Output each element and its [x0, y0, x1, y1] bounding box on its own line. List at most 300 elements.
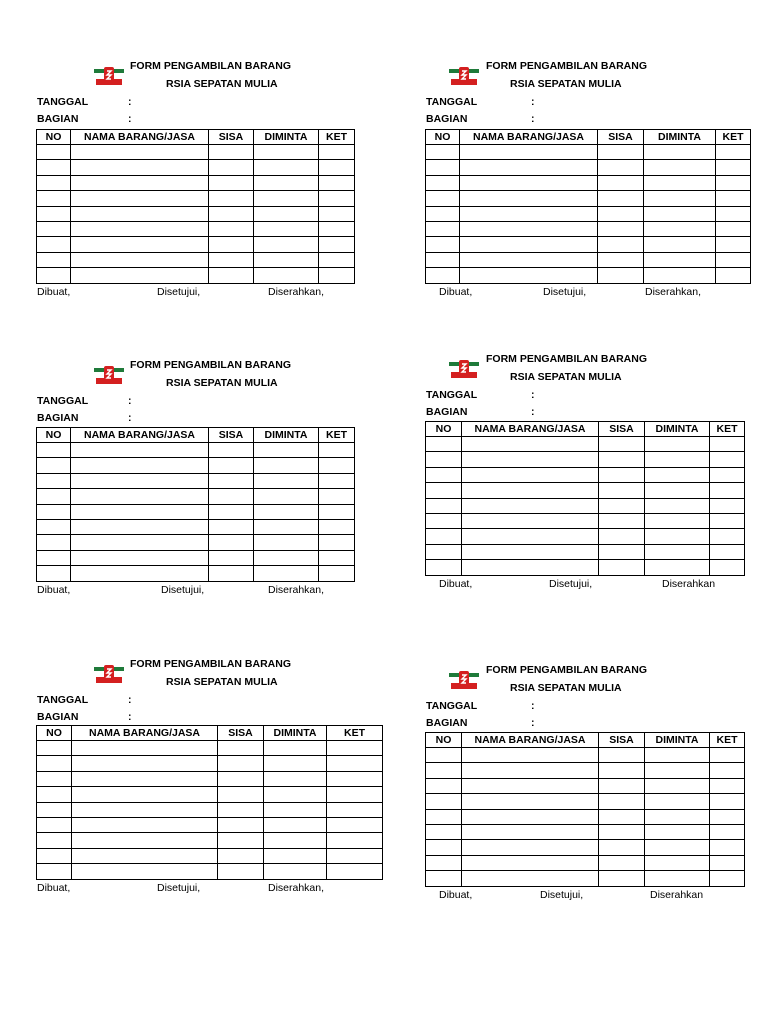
- table-cell[interactable]: [37, 237, 71, 252]
- signature-dibuat: Dibuat,: [37, 584, 71, 596]
- table-cell[interactable]: [319, 237, 355, 252]
- table-cell[interactable]: [599, 855, 645, 870]
- table-cell[interactable]: [254, 252, 319, 267]
- table-cell[interactable]: [37, 504, 71, 519]
- column-header: KET: [327, 726, 383, 741]
- table-cell[interactable]: [644, 268, 716, 283]
- table-cell[interactable]: [209, 489, 254, 504]
- table-cell[interactable]: [209, 566, 254, 581]
- table-cell[interactable]: [72, 771, 218, 786]
- table-cell[interactable]: [37, 787, 72, 802]
- table-cell[interactable]: [426, 529, 462, 544]
- table-cell[interactable]: [462, 529, 599, 544]
- table-cell[interactable]: [71, 191, 209, 206]
- table-cell[interactable]: [460, 191, 598, 206]
- table-cell[interactable]: [218, 787, 264, 802]
- table-cell[interactable]: [71, 519, 209, 534]
- table-cell[interactable]: [644, 175, 716, 190]
- table-cell[interactable]: [598, 237, 644, 252]
- table-cell[interactable]: [426, 191, 460, 206]
- table-cell[interactable]: [644, 206, 716, 221]
- table-cell[interactable]: [598, 252, 644, 267]
- table-cell[interactable]: [599, 467, 645, 482]
- table-cell[interactable]: [644, 237, 716, 252]
- table-cell[interactable]: [460, 175, 598, 190]
- table-row: [37, 833, 383, 848]
- table-row: [426, 824, 745, 839]
- table-cell[interactable]: [254, 473, 319, 488]
- table-cell[interactable]: [264, 756, 327, 771]
- table-cell[interactable]: [645, 855, 710, 870]
- table-cell[interactable]: [710, 560, 745, 575]
- table-cell[interactable]: [254, 175, 319, 190]
- table-cell[interactable]: [462, 778, 599, 793]
- table-cell[interactable]: [254, 566, 319, 581]
- tanggal-field[interactable]: :: [128, 694, 132, 706]
- table-cell[interactable]: [71, 268, 209, 283]
- table-row: [426, 268, 751, 283]
- table-cell[interactable]: [209, 160, 254, 175]
- table-cell[interactable]: [710, 778, 745, 793]
- table-cell[interactable]: [319, 221, 355, 236]
- table-cell[interactable]: [37, 756, 72, 771]
- table-cell[interactable]: [426, 809, 462, 824]
- table-cell[interactable]: [209, 175, 254, 190]
- table-cell[interactable]: [426, 840, 462, 855]
- table-cell[interactable]: [645, 452, 710, 467]
- table-cell[interactable]: [327, 864, 383, 879]
- table-cell[interactable]: [37, 771, 72, 786]
- table-cell[interactable]: [327, 848, 383, 863]
- table-cell[interactable]: [209, 145, 254, 160]
- table-cell[interactable]: [327, 802, 383, 817]
- table-cell[interactable]: [37, 864, 72, 879]
- table-cell[interactable]: [599, 560, 645, 575]
- table-cell[interactable]: [71, 206, 209, 221]
- table-cell[interactable]: [710, 498, 745, 513]
- table-cell[interactable]: [71, 145, 209, 160]
- tanggal-field[interactable]: :: [531, 700, 535, 712]
- table-cell[interactable]: [209, 443, 254, 458]
- table-cell[interactable]: [254, 145, 319, 160]
- table-cell[interactable]: [327, 817, 383, 832]
- table-cell[interactable]: [599, 513, 645, 528]
- table-cell[interactable]: [644, 252, 716, 267]
- table-cell[interactable]: [460, 160, 598, 175]
- table-cell[interactable]: [319, 443, 355, 458]
- table-cell[interactable]: [426, 748, 462, 763]
- table-cell[interactable]: [426, 145, 460, 160]
- table-cell[interactable]: [327, 787, 383, 802]
- table-cell[interactable]: [716, 145, 751, 160]
- table-cell[interactable]: [37, 550, 71, 565]
- table-cell[interactable]: [645, 871, 710, 886]
- table-cell[interactable]: [599, 809, 645, 824]
- table-cell[interactable]: [37, 566, 71, 581]
- table-cell[interactable]: [254, 535, 319, 550]
- table-cell[interactable]: [599, 529, 645, 544]
- table-cell[interactable]: [37, 206, 71, 221]
- table-cell[interactable]: [209, 206, 254, 221]
- table-cell[interactable]: [327, 833, 383, 848]
- table-cell[interactable]: [264, 771, 327, 786]
- table-cell[interactable]: [599, 824, 645, 839]
- table-cell[interactable]: [218, 848, 264, 863]
- table-cell[interactable]: [264, 741, 327, 756]
- table-cell[interactable]: [71, 535, 209, 550]
- table-cell[interactable]: [71, 175, 209, 190]
- table-cell[interactable]: [254, 160, 319, 175]
- table-cell[interactable]: [710, 544, 745, 559]
- table-cell[interactable]: [716, 252, 751, 267]
- table-cell[interactable]: [426, 221, 460, 236]
- bagian-field[interactable]: :: [128, 113, 132, 125]
- table-cell[interactable]: [644, 160, 716, 175]
- items-table: [36, 427, 355, 582]
- table-cell[interactable]: [462, 794, 599, 809]
- table-cell[interactable]: [72, 802, 218, 817]
- table-cell[interactable]: [710, 529, 745, 544]
- table-cell[interactable]: [462, 498, 599, 513]
- table-cell[interactable]: [426, 437, 462, 452]
- table-cell[interactable]: [710, 513, 745, 528]
- table-cell[interactable]: [716, 160, 751, 175]
- table-row: [426, 175, 751, 190]
- table-cell[interactable]: [71, 473, 209, 488]
- tanggal-label: TANGGAL: [37, 96, 89, 108]
- table-cell[interactable]: [645, 809, 710, 824]
- table-cell[interactable]: [426, 160, 460, 175]
- tanggal-field[interactable]: :: [531, 389, 535, 401]
- table-cell[interactable]: [319, 519, 355, 534]
- table-cell[interactable]: [209, 237, 254, 252]
- bagian-field[interactable]: :: [531, 406, 535, 418]
- table-cell[interactable]: [462, 824, 599, 839]
- table-cell[interactable]: [599, 763, 645, 778]
- table-cell[interactable]: [37, 489, 71, 504]
- table-cell[interactable]: [72, 848, 218, 863]
- table-cell[interactable]: [218, 817, 264, 832]
- table-cell[interactable]: [598, 206, 644, 221]
- table-cell[interactable]: [710, 437, 745, 452]
- table-cell[interactable]: [462, 437, 599, 452]
- table-cell[interactable]: [209, 504, 254, 519]
- table-cell[interactable]: [218, 756, 264, 771]
- table-cell[interactable]: [209, 221, 254, 236]
- table-cell[interactable]: [426, 560, 462, 575]
- table-cell[interactable]: [710, 840, 745, 855]
- table-cell[interactable]: [37, 535, 71, 550]
- table-cell[interactable]: [254, 550, 319, 565]
- table-cell[interactable]: [319, 206, 355, 221]
- table-cell[interactable]: [462, 871, 599, 886]
- table-cell[interactable]: [218, 864, 264, 879]
- table-cell[interactable]: [645, 840, 710, 855]
- table-cell[interactable]: [644, 221, 716, 236]
- table-cell[interactable]: [599, 871, 645, 886]
- table-cell[interactable]: [716, 175, 751, 190]
- items-table: [425, 421, 745, 576]
- table-cell[interactable]: [319, 473, 355, 488]
- table-cell[interactable]: [37, 741, 72, 756]
- table-cell[interactable]: [254, 191, 319, 206]
- table-cell[interactable]: [71, 443, 209, 458]
- table-cell[interactable]: [460, 221, 598, 236]
- table-cell[interactable]: [644, 191, 716, 206]
- table-cell[interactable]: [37, 519, 71, 534]
- table-cell[interactable]: [460, 145, 598, 160]
- table-cell[interactable]: [710, 871, 745, 886]
- table-cell[interactable]: [710, 748, 745, 763]
- table-cell[interactable]: [710, 763, 745, 778]
- table-cell[interactable]: [645, 483, 710, 498]
- table-cell[interactable]: [426, 763, 462, 778]
- table-cell[interactable]: [319, 160, 355, 175]
- table-cell[interactable]: [645, 498, 710, 513]
- table-cell[interactable]: [37, 443, 71, 458]
- tanggal-field[interactable]: :: [531, 96, 535, 108]
- table-cell[interactable]: [599, 452, 645, 467]
- table-cell[interactable]: [264, 817, 327, 832]
- table-cell[interactable]: [327, 771, 383, 786]
- table-cell[interactable]: [716, 191, 751, 206]
- table-cell[interactable]: [254, 489, 319, 504]
- table-cell[interactable]: [72, 756, 218, 771]
- table-cell[interactable]: [599, 794, 645, 809]
- table-cell[interactable]: [72, 787, 218, 802]
- table-cell[interactable]: [460, 237, 598, 252]
- bagian-field[interactable]: :: [128, 711, 132, 723]
- table-cell[interactable]: [254, 206, 319, 221]
- table-cell[interactable]: [37, 221, 71, 236]
- table-cell[interactable]: [319, 458, 355, 473]
- table-cell[interactable]: [319, 268, 355, 283]
- table-cell[interactable]: [462, 809, 599, 824]
- table-cell[interactable]: [426, 855, 462, 870]
- table-cell[interactable]: [426, 175, 460, 190]
- table-header-row: [426, 130, 751, 145]
- table-cell[interactable]: [71, 221, 209, 236]
- table-cell[interactable]: [460, 252, 598, 267]
- table-cell[interactable]: [319, 550, 355, 565]
- table-cell[interactable]: [462, 560, 599, 575]
- table-cell[interactable]: [71, 458, 209, 473]
- table-cell[interactable]: [710, 794, 745, 809]
- table-cell[interactable]: [598, 145, 644, 160]
- table-cell[interactable]: [716, 221, 751, 236]
- table-cell[interactable]: [599, 544, 645, 559]
- table-cell[interactable]: [254, 268, 319, 283]
- table-cell[interactable]: [645, 778, 710, 793]
- table-cell[interactable]: [209, 473, 254, 488]
- table-row: [426, 794, 745, 809]
- table-cell[interactable]: [254, 221, 319, 236]
- column-header: SISA: [209, 428, 254, 443]
- table-cell[interactable]: [319, 175, 355, 190]
- table-cell[interactable]: [71, 566, 209, 581]
- table-cell[interactable]: [71, 252, 209, 267]
- table-cell[interactable]: [37, 145, 71, 160]
- table-cell[interactable]: [462, 855, 599, 870]
- table-cell[interactable]: [209, 535, 254, 550]
- table-cell[interactable]: [254, 519, 319, 534]
- table-cell[interactable]: [71, 237, 209, 252]
- tanggal-field[interactable]: :: [128, 395, 132, 407]
- table-cell[interactable]: [716, 237, 751, 252]
- table-cell[interactable]: [460, 268, 598, 283]
- table-cell[interactable]: [254, 443, 319, 458]
- table-cell[interactable]: [37, 458, 71, 473]
- table-cell[interactable]: [254, 237, 319, 252]
- table-cell[interactable]: [71, 160, 209, 175]
- table-cell[interactable]: [209, 550, 254, 565]
- table-cell[interactable]: [598, 221, 644, 236]
- table-cell[interactable]: [426, 206, 460, 221]
- tanggal-field[interactable]: :: [128, 96, 132, 108]
- table-cell[interactable]: [264, 848, 327, 863]
- table-cell[interactable]: [716, 206, 751, 221]
- table-cell[interactable]: [716, 268, 751, 283]
- table-cell[interactable]: [710, 824, 745, 839]
- table-cell[interactable]: [426, 871, 462, 886]
- column-header: NO: [426, 733, 462, 748]
- table-cell[interactable]: [37, 175, 71, 190]
- table-cell[interactable]: [710, 809, 745, 824]
- table-cell[interactable]: [426, 452, 462, 467]
- table-cell[interactable]: [71, 489, 209, 504]
- column-header: SISA: [599, 733, 645, 748]
- table-cell[interactable]: [462, 544, 599, 559]
- table-cell[interactable]: [37, 191, 71, 206]
- table-cell[interactable]: [599, 840, 645, 855]
- table-cell[interactable]: [599, 778, 645, 793]
- signature-disetujui: Disetujui,: [543, 286, 587, 298]
- table-cell[interactable]: [645, 824, 710, 839]
- table-cell[interactable]: [598, 191, 644, 206]
- table-cell[interactable]: [72, 864, 218, 879]
- table-cell[interactable]: [462, 763, 599, 778]
- table-cell[interactable]: [264, 787, 327, 802]
- table-cell[interactable]: [426, 544, 462, 559]
- table-cell[interactable]: [264, 864, 327, 879]
- table-cell[interactable]: [710, 452, 745, 467]
- table-cell[interactable]: [264, 833, 327, 848]
- table-cell[interactable]: [71, 504, 209, 519]
- column-header: KET: [319, 428, 355, 443]
- table-cell[interactable]: [462, 467, 599, 482]
- table-cell[interactable]: [462, 840, 599, 855]
- table-cell[interactable]: [209, 268, 254, 283]
- table-cell[interactable]: [710, 483, 745, 498]
- table-cell[interactable]: [426, 824, 462, 839]
- table-cell[interactable]: [218, 833, 264, 848]
- table-cell[interactable]: [37, 817, 72, 832]
- table-cell[interactable]: [645, 544, 710, 559]
- table-cell[interactable]: [218, 771, 264, 786]
- table-cell[interactable]: [599, 483, 645, 498]
- table-row: [426, 160, 751, 175]
- table-cell[interactable]: [426, 498, 462, 513]
- table-cell[interactable]: [645, 748, 710, 763]
- table-cell[interactable]: [254, 504, 319, 519]
- table-cell[interactable]: [645, 560, 710, 575]
- table-cell[interactable]: [209, 519, 254, 534]
- table-cell[interactable]: [426, 467, 462, 482]
- table-cell[interactable]: [264, 802, 327, 817]
- table-cell[interactable]: [218, 741, 264, 756]
- table-cell[interactable]: [426, 483, 462, 498]
- table-cell[interactable]: [599, 748, 645, 763]
- table-cell[interactable]: [426, 268, 460, 283]
- table-cell[interactable]: [319, 535, 355, 550]
- table-cell[interactable]: [37, 833, 72, 848]
- table-cell[interactable]: [319, 252, 355, 267]
- table-cell[interactable]: [598, 160, 644, 175]
- table-cell[interactable]: [710, 467, 745, 482]
- table-cell[interactable]: [462, 513, 599, 528]
- table-cell[interactable]: [462, 748, 599, 763]
- table-cell[interactable]: [72, 833, 218, 848]
- table-cell[interactable]: [426, 794, 462, 809]
- table-cell[interactable]: [598, 268, 644, 283]
- table-cell[interactable]: [645, 529, 710, 544]
- table-cell[interactable]: [37, 473, 71, 488]
- table-row: [426, 483, 745, 498]
- table-cell[interactable]: [645, 437, 710, 452]
- table-cell[interactable]: [426, 237, 460, 252]
- table-cell[interactable]: [462, 483, 599, 498]
- table-cell[interactable]: [71, 550, 209, 565]
- bagian-field[interactable]: :: [531, 717, 535, 729]
- bagian-field[interactable]: :: [128, 412, 132, 424]
- table-cell[interactable]: [209, 458, 254, 473]
- table-cell[interactable]: [37, 848, 72, 863]
- table-cell[interactable]: [37, 802, 72, 817]
- table-cell[interactable]: [209, 252, 254, 267]
- table-cell[interactable]: [598, 175, 644, 190]
- table-cell[interactable]: [327, 756, 383, 771]
- table-cell[interactable]: [460, 206, 598, 221]
- table-cell[interactable]: [319, 489, 355, 504]
- table-cell[interactable]: [72, 741, 218, 756]
- bagian-field[interactable]: :: [531, 113, 535, 125]
- table-cell[interactable]: [319, 145, 355, 160]
- table-cell[interactable]: [645, 763, 710, 778]
- table-cell[interactable]: [645, 467, 710, 482]
- table-cell[interactable]: [645, 513, 710, 528]
- table-cell[interactable]: [599, 437, 645, 452]
- table-cell[interactable]: [599, 498, 645, 513]
- table-cell[interactable]: [319, 504, 355, 519]
- table-cell[interactable]: [710, 855, 745, 870]
- table-cell[interactable]: [645, 794, 710, 809]
- table-cell[interactable]: [37, 268, 71, 283]
- table-cell[interactable]: [72, 817, 218, 832]
- table-cell[interactable]: [209, 191, 254, 206]
- table-cell[interactable]: [319, 191, 355, 206]
- table-cell[interactable]: [644, 145, 716, 160]
- table-cell[interactable]: [37, 252, 71, 267]
- table-cell[interactable]: [426, 778, 462, 793]
- table-cell[interactable]: [319, 566, 355, 581]
- table-cell[interactable]: [426, 252, 460, 267]
- table-cell[interactable]: [327, 741, 383, 756]
- table-cell[interactable]: [462, 452, 599, 467]
- table-cell[interactable]: [218, 802, 264, 817]
- table-cell[interactable]: [426, 513, 462, 528]
- table-cell[interactable]: [254, 458, 319, 473]
- table-cell[interactable]: [37, 160, 71, 175]
